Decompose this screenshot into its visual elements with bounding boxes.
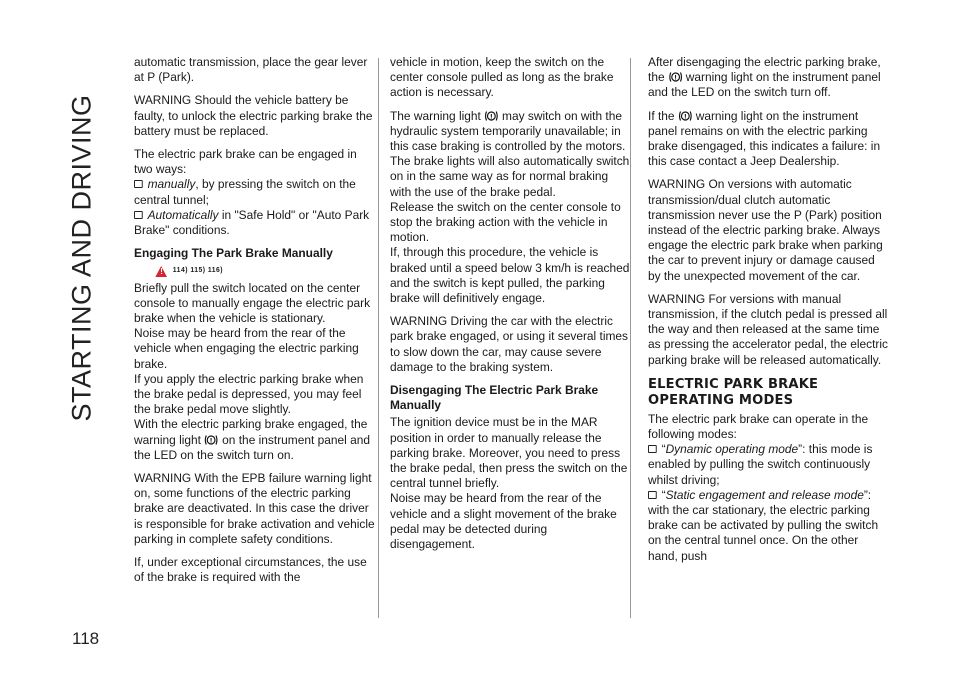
- list-item: [648, 488, 891, 564]
- list-item-emphasis: Dynamic operating mode: [665, 442, 799, 457]
- page-number: 118: [72, 629, 100, 648]
- paragraph: If you apply the electric parking brake when the brake pedal is depressed, you may feel the brake pedal move slightly.: [134, 371, 364, 417]
- text: “: [661, 487, 666, 502]
- paragraph: Noise may be heard from the rear of the vehicle when engaging the electric parking brake.: [134, 326, 359, 371]
- text: “: [661, 442, 666, 457]
- paragraph: WARNING Driving the car with the electric park brake engaged, or using it several times to slow down the car, may cause severe damage to the braking system.: [390, 314, 629, 374]
- paragraph: [648, 109, 891, 170]
- paragraph: Noise may be heard from the rear of the vehicle and a slight movement of the brake pedal may be detected during disengagement.: [390, 491, 617, 552]
- list-item: [648, 442, 891, 488]
- paragraph: The brake lights will also automatically switch on in the same way as for normal braking with the use of the brake pedal.: [390, 154, 630, 199]
- checkbox-bullet-icon: [648, 491, 657, 499]
- text-column-3: [648, 55, 891, 564]
- paragraph: WARNING For versions with manual transmission, if the clutch pedal is pressed all the way and then released at the same time as pressing the accelerator pedal, the electric parking brake will be released automatically.: [648, 291, 889, 367]
- paragraph: If, through this procedure, the vehicle is braked until a speed below 3 km/h is reached and the switch is kept pulled, the parking brake will definitively engage.: [390, 245, 630, 306]
- section-title: STARTING AND DRIVING: [66, 94, 97, 422]
- text: warning light on the instrument panel and the LED on the switch turn off.: [648, 70, 881, 100]
- text: With the electric parking brake engaged, the warning light: [134, 417, 368, 447]
- text: warning light on the instrument panel remains on with the electric parking brake disengaged, this indicates a failure: in this case contact a Jeep Dealership.: [648, 108, 881, 169]
- text-column-2: [390, 55, 633, 552]
- svg-text:!: !: [210, 437, 213, 445]
- section-heading: ELECTRIC PARK BRAKE OPERATING MODES: [648, 375, 819, 408]
- paragraph: WARNING With the EPB failure warning light on, some functions of the electric parking brake are deactivated. In this case the driver is responsible for brake activation and vehicle parking in complete safety conditions.: [134, 471, 375, 546]
- list-item-emphasis: manually: [147, 177, 196, 192]
- paragraph: Briefly pull the switch located on the center console to manually engage the electric park brake when the vehicle is stationary.: [134, 280, 371, 326]
- list-item: [134, 208, 377, 238]
- parking-brake-warning-light-icon: [204, 434, 219, 446]
- warning-triangle-icon: !: [155, 266, 167, 277]
- svg-text:!: !: [490, 113, 493, 120]
- paragraph: [648, 55, 891, 101]
- list-item-text: in "Safe Hold" or "Auto Park Brake" conditions.: [134, 207, 370, 238]
- paragraph: The ignition device must be in the MAR position in order to manually release the parking brake. Moreover, you need to press the brake pedal, then press the switch on the central tunnel briefly.: [390, 415, 628, 491]
- checkbox-bullet-icon: [134, 180, 143, 188]
- svg-text:!: !: [673, 75, 677, 82]
- list-item-text: , by pressing the switch on the central tunnel;: [134, 177, 356, 207]
- paragraph: vehicle in motion, keep the switch on the center console pulled as long as the brake action is necessary.: [390, 55, 614, 100]
- paragraph: WARNING Should the vehicle battery be faulty, to unlock the electric parking brake the battery must be replaced.: [134, 93, 373, 138]
- text: If the: [648, 108, 678, 123]
- warning-refs: [155, 263, 376, 278]
- parking-brake-warning-light-icon: [668, 71, 683, 83]
- paragraph: If, under exceptional circumstances, the use of the brake is required with the: [134, 555, 367, 585]
- paragraph: automatic transmission, place the gear lever at P (Park).: [134, 55, 368, 85]
- list-item-emphasis: Automatically: [147, 207, 219, 222]
- paragraph: The electric park brake can operate in the following modes:: [648, 411, 869, 442]
- paragraph: Release the switch on the center console to stop the braking action with the vehicle in motion.: [390, 199, 621, 245]
- checkbox-bullet-icon: [648, 445, 657, 453]
- list-item-text: ”: with the car stationary, the electric parking brake can be activated by pulling the switch on the central tunnel once. On the other hand, push: [648, 487, 879, 563]
- paragraph: [390, 109, 633, 155]
- subheading: Disengaging The Electric Park Brake Manually: [390, 383, 599, 413]
- reference-numbers: 114) 115) 116): [172, 267, 224, 275]
- text: The warning light: [390, 108, 485, 123]
- text: may switch on with the hydraulic system temporarily unavailable; in this case braking is controlled by the motors.: [390, 108, 626, 154]
- list-item-emphasis: Static engagement and release mode: [665, 487, 864, 502]
- text-column-1: [134, 55, 377, 594]
- checkbox-bullet-icon: [134, 211, 143, 219]
- column-divider: [378, 58, 379, 618]
- list-item: [134, 177, 377, 207]
- list-item-text: ”: this mode is enabled by pulling the switch continuously whilst driving;: [648, 442, 873, 487]
- paragraph: The electric park brake can be engaged in two ways:: [134, 147, 357, 177]
- paragraph: [134, 417, 377, 463]
- parking-brake-warning-light-icon: [484, 110, 499, 122]
- text: After disengaging the electric parking brake, the: [648, 55, 881, 85]
- parking-brake-warning-light-icon: [678, 110, 693, 122]
- paragraph: WARNING On versions with automatic transmission/dual clutch automatic transmission never use the P (Park) position instead of the electric parking brake. Always engage the electric park brake when parking the car to prevent injury or damage caused by the unexpected movement of the car.: [648, 177, 883, 283]
- subheading: Engaging The Park Brake Manually: [134, 246, 333, 261]
- text: on the instrument panel and the LED on the switch turn on.: [134, 432, 371, 462]
- svg-text:!: !: [683, 113, 687, 120]
